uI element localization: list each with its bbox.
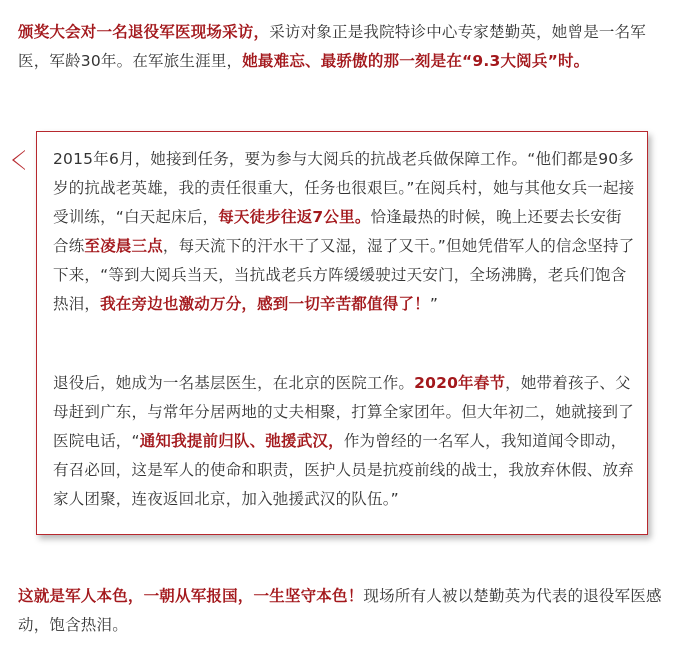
quote-p1-text-2: 恰逢最热的时候，晚上还要去长安街合练 <box>53 208 622 255</box>
quote-p2-highlight-2: 通知我提前归队、弛援武汉， <box>139 432 344 450</box>
intro-paragraph <box>18 18 670 76</box>
quote-pointer-arrow-fill <box>14 151 25 169</box>
quote-p1-highlight-3: 我在旁边也激动万分，感到一切辛苦都值得了！ <box>100 295 430 313</box>
quote-p1-text-3: ，每天流下的汗水干了又湿，湿了又干。”但她凭借军人的信念坚持了下来，“等到大阅兵当天，当抗战老兵方阵缓缓驶过天安门，全场沸腾，老兵们饱含热泪， <box>53 237 635 313</box>
quote-p2-text-1: 退役后，她成为一名基层医生，在北京的医院工作。 <box>53 374 415 392</box>
quote-p1-highlight-2: 至凌晨三点 <box>84 237 163 255</box>
quote-paragraph-1 <box>53 145 635 319</box>
closing-text-1: 现场所有人被以楚勤英为代表的退役军医感动，饱含热泪。 <box>18 587 662 634</box>
quote-paragraph-2 <box>53 369 635 514</box>
intro-highlight-1: 颁奖大会对一名退役军医现场采访， <box>18 23 270 41</box>
quote-p1-text-1: 2015年6月，她接到任务，要为参与大阅兵的抗战老兵做保障工作。“他们都是90多岁的抗战老英雄，我的责任很重大，任务也很艰巨。”在阅兵村，她与其他女兵一起接受训练，“白天起床后， <box>53 150 635 226</box>
closing-paragraph <box>18 582 670 640</box>
quote-p2-highlight-1: 2020年春节 <box>414 374 506 392</box>
quote-box <box>36 131 648 535</box>
closing-highlight-1: 这就是军人本色，一朝从军报国，一生坚守本色！ <box>18 587 364 605</box>
quote-p2-text-3: 作为曾经的一名军人，我知道闻令即动，有召必回，这是军人的使命和职责，医护人员是抗疫前线的战士，我放弃休假、放弃家人团聚，连夜返回北京，加入弛援武汉的队伍。” <box>53 432 634 508</box>
quote-p2-text-2: ，她带着孩子、父母赶到广东，与常年分居两地的丈夫相聚，打算全家团年。但大年初二，她就接到了医院电话，“ <box>53 374 634 450</box>
quote-p1-text-4: ” <box>429 295 439 313</box>
intro-text-1: 采访对象正是我院特诊中心专家楚勤英，她曾是一名军医，军龄30年。在军旅生涯里， <box>18 23 647 70</box>
quote-p1-highlight-1: 每天徒步往返7公里。 <box>218 208 371 226</box>
intro-highlight-2: 她最难忘、最骄傲的那一刻是在“9.3大阅兵”时。 <box>242 52 590 70</box>
